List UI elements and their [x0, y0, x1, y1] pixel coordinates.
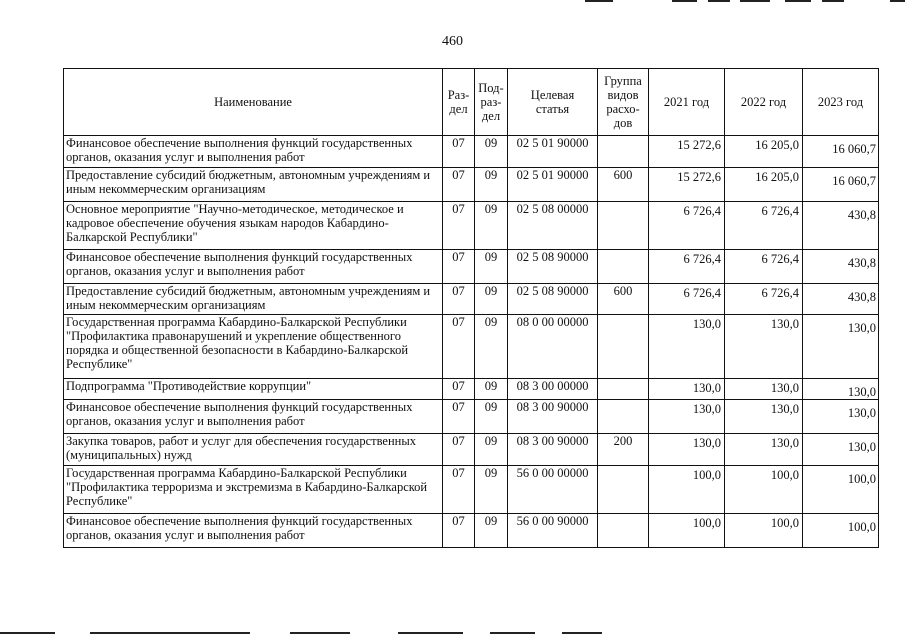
col-header-2021: 2021 год [649, 69, 725, 136]
cell-2023: 16 060,7 [803, 136, 879, 168]
cell-2021: 15 272,6 [649, 136, 725, 168]
scan-dash [672, 0, 697, 2]
cell-2022: 130,0 [725, 434, 803, 466]
cell-2023: 130,0 [803, 379, 879, 400]
table-row [64, 284, 879, 315]
cell-2022: 6 726,4 [725, 250, 803, 284]
cell-name: Основное мероприятие "Научно-методическое, методическое и кадровое обеспечение обучения языкам народов Кабардино-Балкарской Республики" [64, 202, 443, 250]
scan-dash [822, 0, 844, 2]
cell-2023: 100,0 [803, 466, 879, 514]
scan-dash [740, 0, 770, 2]
scan-dash [398, 632, 463, 634]
cell-razdel: 07 [443, 434, 475, 466]
cell-2023: 16 060,7 [803, 168, 879, 202]
cell-2021: 100,0 [649, 514, 725, 548]
cell-gruppa [598, 400, 649, 434]
cell-celevaya: 08 3 00 90000 [508, 400, 598, 434]
cell-2022: 130,0 [725, 379, 803, 400]
cell-celevaya: 02 5 08 00000 [508, 202, 598, 250]
cell-2022: 130,0 [725, 400, 803, 434]
cell-2021: 6 726,4 [649, 250, 725, 284]
cell-gruppa: 600 [598, 168, 649, 202]
cell-2021: 130,0 [649, 315, 725, 379]
cell-gruppa [598, 315, 649, 379]
cell-name: Финансовое обеспечение выполнения функций государственных органов, оказания услуг и выполнения работ [64, 136, 443, 168]
cell-celevaya: 56 0 00 90000 [508, 514, 598, 548]
cell-2022: 16 205,0 [725, 168, 803, 202]
col-header-razdel: Раз- дел [443, 69, 475, 136]
cell-razdel: 07 [443, 284, 475, 315]
table-row [64, 514, 879, 548]
cell-name: Государственная программа Кабардино-Балкарской Республики "Профилактика терроризма и экстремизма в Кабардино-Балкарской Республике" [64, 466, 443, 514]
cell-2023: 430,8 [803, 202, 879, 250]
cell-2021: 130,0 [649, 400, 725, 434]
cell-2022: 6 726,4 [725, 284, 803, 315]
table-row [64, 379, 879, 400]
cell-name: Финансовое обеспечение выполнения функций государственных органов, оказания услуг и выполнения работ [64, 400, 443, 434]
cell-celevaya: 02 5 08 90000 [508, 284, 598, 315]
scan-dash [890, 0, 905, 2]
table-header [64, 69, 879, 136]
cell-podrazdel: 09 [475, 250, 508, 284]
cell-name: Подпрограмма "Противодействие коррупции" [64, 379, 443, 400]
cell-name: Финансовое обеспечение выполнения функций государственных органов, оказания услуг и выполнения работ [64, 514, 443, 548]
cell-podrazdel: 09 [475, 466, 508, 514]
cell-podrazdel: 09 [475, 168, 508, 202]
cell-razdel: 07 [443, 514, 475, 548]
cell-name: Предоставление субсидий бюджетным, автономным учреждениям и иным некоммерческим организациям [64, 168, 443, 202]
cell-razdel: 07 [443, 400, 475, 434]
cell-2023: 130,0 [803, 400, 879, 434]
cell-podrazdel: 09 [475, 315, 508, 379]
col-header-2022: 2022 год [725, 69, 803, 136]
cell-name: Закупка товаров, работ и услуг для обеспечения государственных (муниципальных) нужд [64, 434, 443, 466]
cell-razdel: 07 [443, 202, 475, 250]
page-number: 460 [442, 34, 463, 49]
cell-gruppa [598, 466, 649, 514]
table-row [64, 434, 879, 466]
cell-gruppa: 200 [598, 434, 649, 466]
cell-razdel: 07 [443, 136, 475, 168]
cell-podrazdel: 09 [475, 136, 508, 168]
budget-table [63, 68, 879, 548]
cell-2022: 100,0 [725, 466, 803, 514]
scan-dash [708, 0, 730, 2]
cell-celevaya: 08 3 00 90000 [508, 434, 598, 466]
cell-2023: 100,0 [803, 514, 879, 548]
table-row [64, 250, 879, 284]
scan-dash [490, 632, 535, 634]
col-header-celevaya: Целевая статья [508, 69, 598, 136]
cell-2021: 15 272,6 [649, 168, 725, 202]
cell-podrazdel: 09 [475, 514, 508, 548]
scan-dash [562, 632, 602, 634]
scan-dash [90, 632, 250, 634]
cell-razdel: 07 [443, 379, 475, 400]
cell-razdel: 07 [443, 168, 475, 202]
cell-name: Государственная программа Кабардино-Балкарской Республики "Профилактика правонарушений и укрепление общественного порядка и общественной безопасности в Кабардино-Балкарской Республике" [64, 315, 443, 379]
cell-podrazdel: 09 [475, 284, 508, 315]
table-row [64, 400, 879, 434]
cell-2022: 6 726,4 [725, 202, 803, 250]
cell-razdel: 07 [443, 250, 475, 284]
cell-2023: 130,0 [803, 434, 879, 466]
cell-podrazdel: 09 [475, 434, 508, 466]
cell-name: Предоставление субсидий бюджетным, автономным учреждениям и иным некоммерческим организациям [64, 284, 443, 315]
cell-2022: 100,0 [725, 514, 803, 548]
cell-gruppa [598, 514, 649, 548]
cell-2021: 130,0 [649, 434, 725, 466]
col-header-2023: 2023 год [803, 69, 879, 136]
table-row [64, 466, 879, 514]
cell-gruppa: 600 [598, 284, 649, 315]
cell-2021: 6 726,4 [649, 284, 725, 315]
cell-podrazdel: 09 [475, 202, 508, 250]
cell-name: Финансовое обеспечение выполнения функций государственных органов, оказания услуг и выполнения работ [64, 250, 443, 284]
cell-2021: 6 726,4 [649, 202, 725, 250]
cell-2021: 130,0 [649, 379, 725, 400]
col-header-podrazdel: Под- раз- дел [475, 69, 508, 136]
cell-celevaya: 02 5 08 90000 [508, 250, 598, 284]
table-row [64, 202, 879, 250]
cell-celevaya: 56 0 00 00000 [508, 466, 598, 514]
col-header-gruppa: Группа видов расхо- дов [598, 69, 649, 136]
scan-dash [0, 632, 55, 634]
cell-podrazdel: 09 [475, 379, 508, 400]
table-row [64, 315, 879, 379]
cell-2021: 100,0 [649, 466, 725, 514]
cell-celevaya: 08 0 00 00000 [508, 315, 598, 379]
cell-celevaya: 08 3 00 00000 [508, 379, 598, 400]
cell-razdel: 07 [443, 466, 475, 514]
cell-2022: 16 205,0 [725, 136, 803, 168]
cell-gruppa [598, 379, 649, 400]
col-header-name: Наименование [64, 69, 443, 136]
cell-podrazdel: 09 [475, 400, 508, 434]
scan-dash [290, 632, 350, 634]
cell-2023: 430,8 [803, 284, 879, 315]
cell-razdel: 07 [443, 315, 475, 379]
cell-celevaya: 02 5 01 90000 [508, 136, 598, 168]
cell-2022: 130,0 [725, 315, 803, 379]
cell-gruppa [598, 202, 649, 250]
cell-celevaya: 02 5 01 90000 [508, 168, 598, 202]
cell-gruppa [598, 250, 649, 284]
cell-2023: 430,8 [803, 250, 879, 284]
scan-dash [585, 0, 613, 2]
cell-gruppa [598, 136, 649, 168]
table-row [64, 136, 879, 168]
table-row [64, 168, 879, 202]
cell-2023: 130,0 [803, 315, 879, 379]
scan-dash [785, 0, 811, 2]
